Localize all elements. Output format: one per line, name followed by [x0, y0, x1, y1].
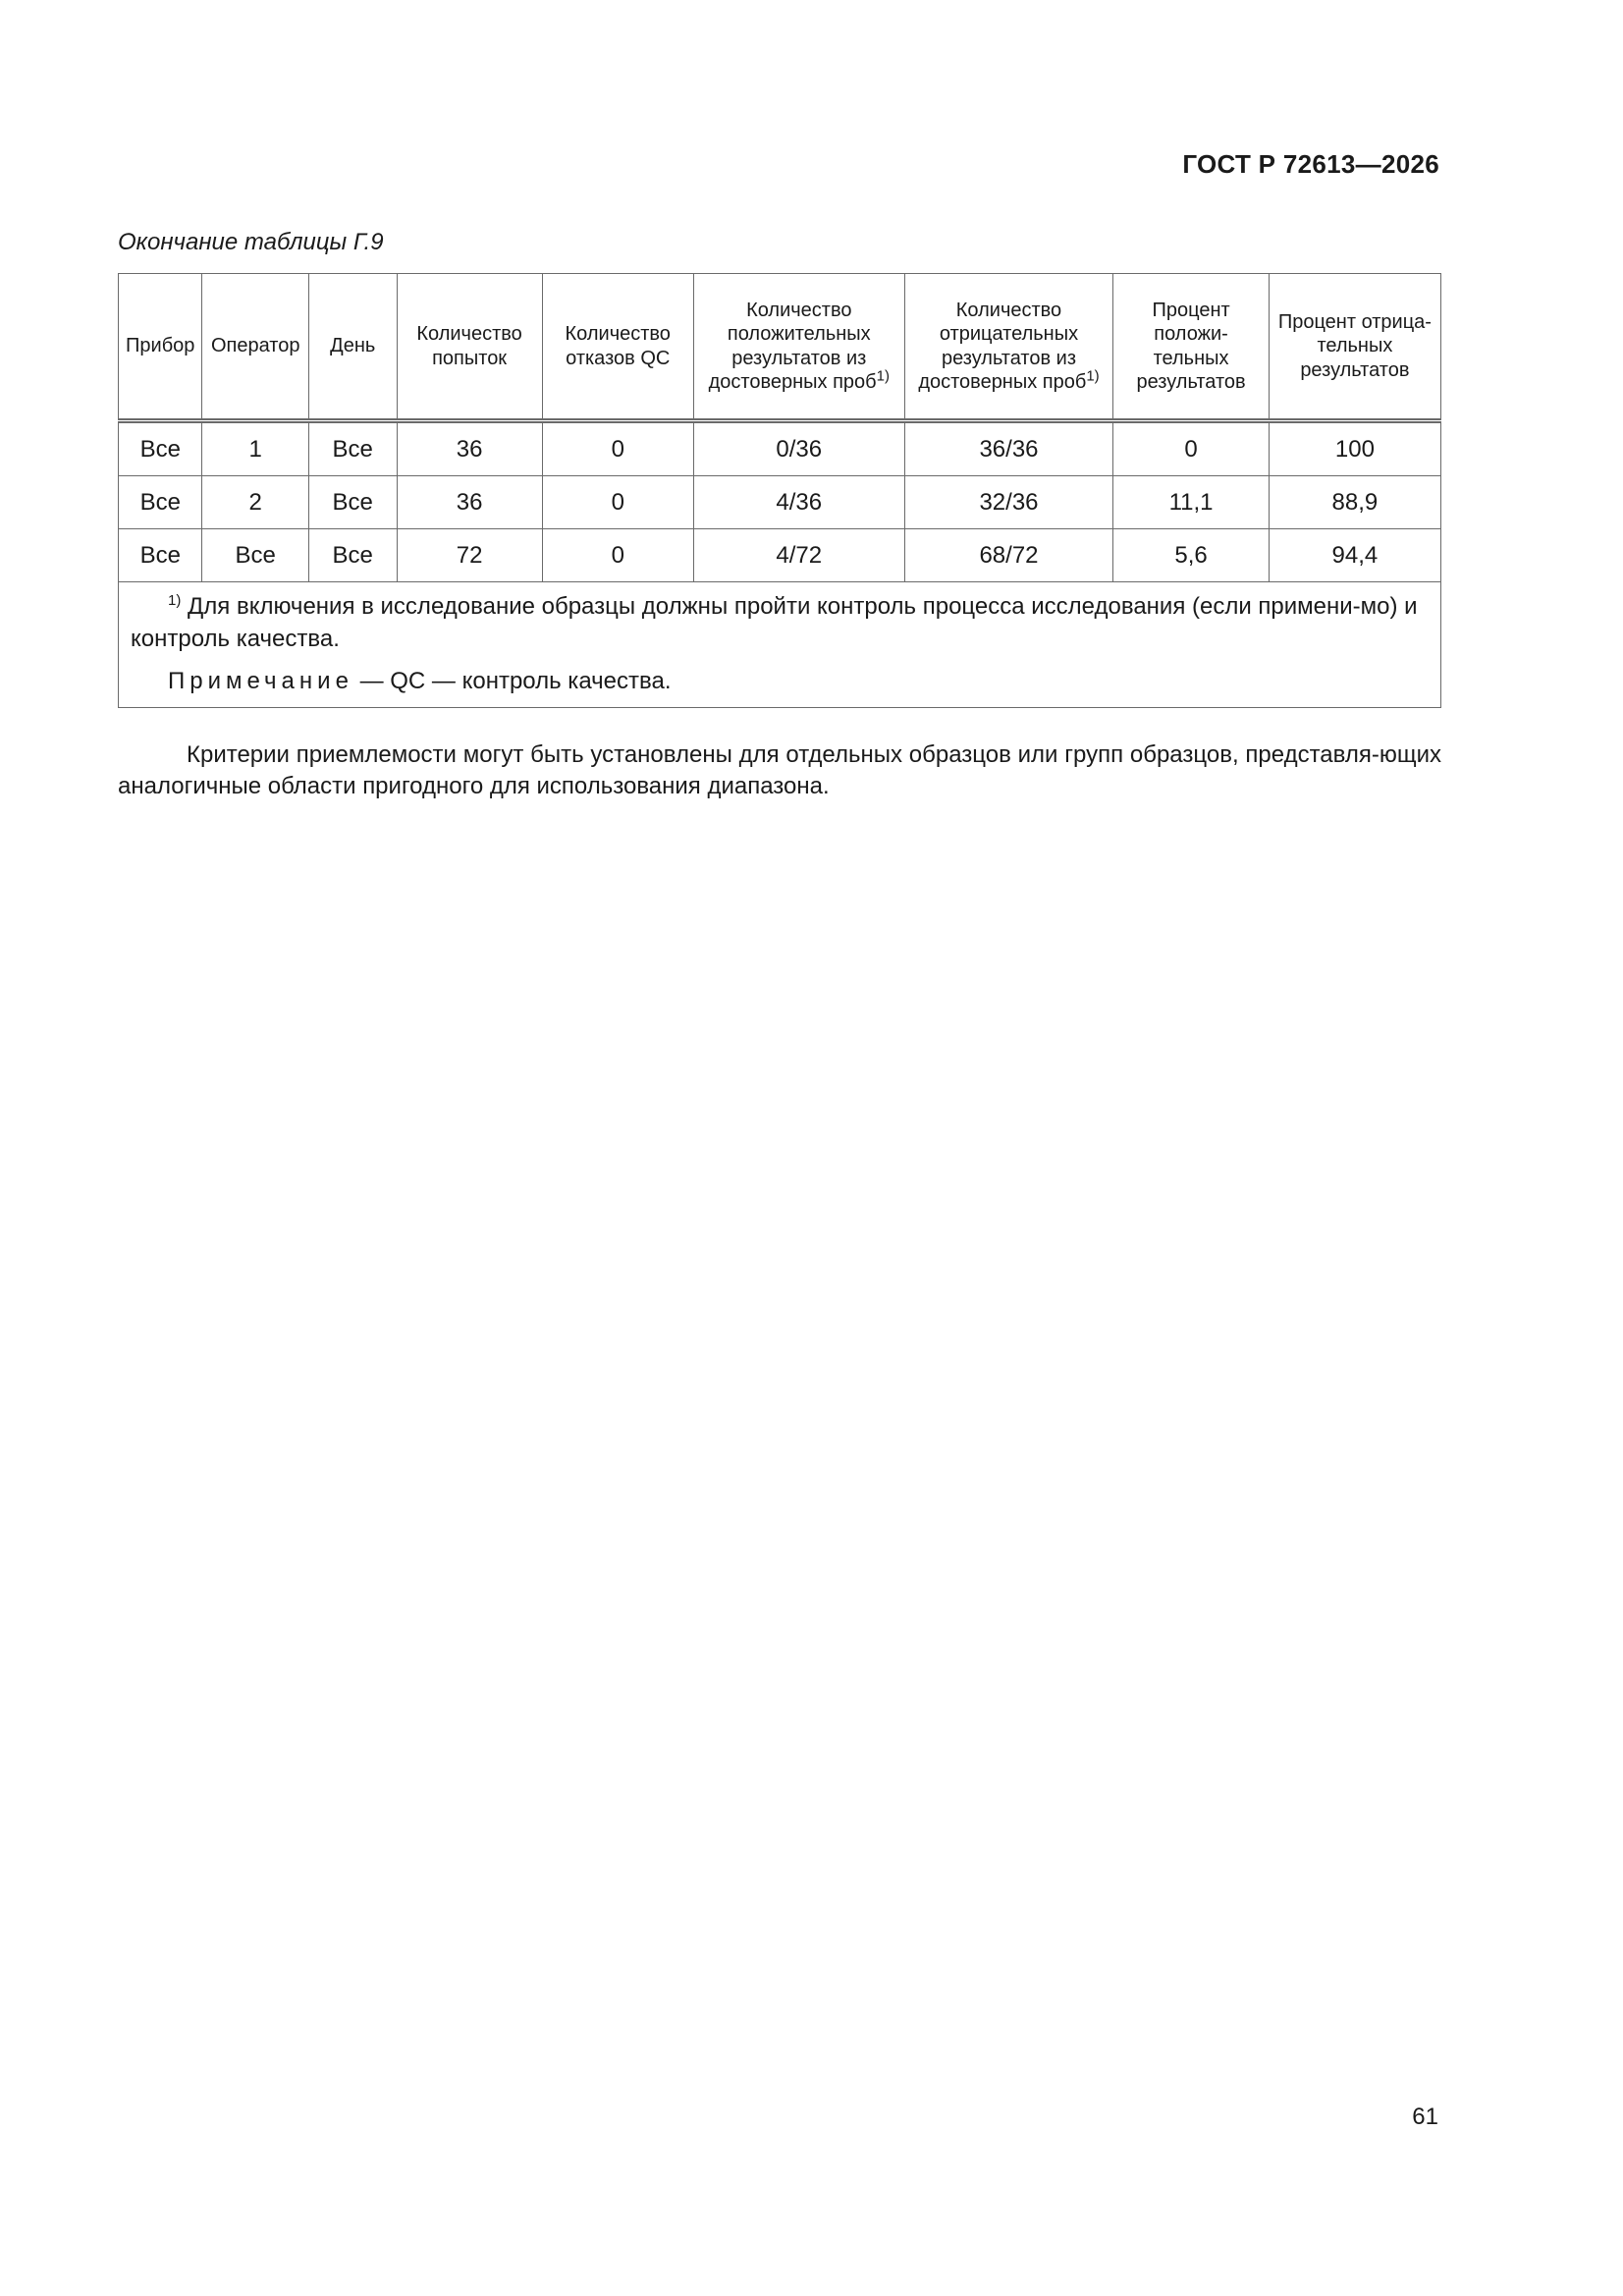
- table-cell: 0: [542, 421, 693, 476]
- footnote: [131, 590, 1429, 655]
- table-cell: Все: [119, 421, 202, 476]
- header-cell-negative-percent: Процент отрица-тельных результатов: [1269, 274, 1440, 421]
- table-cell: 0/36: [693, 421, 904, 476]
- table-row: [119, 421, 1441, 476]
- footnote-ref: 1): [876, 367, 890, 385]
- table-cell: 0: [1113, 421, 1269, 476]
- table-cell: Все: [308, 476, 397, 529]
- footnote-text: Для включения в исследование образцы должны пройти контроль процесса исследования (если примени-мо) и контроль качества.: [131, 593, 1418, 652]
- table-header-row: [119, 274, 1441, 421]
- table-cell: Все: [119, 476, 202, 529]
- table-cell: 4/36: [693, 476, 904, 529]
- table-cell: 36: [397, 421, 542, 476]
- table-caption: Окончание таблицы Г.9: [118, 229, 384, 255]
- document-code: ГОСТ Р 72613—2026: [1182, 149, 1439, 179]
- table-cell: 1: [202, 421, 308, 476]
- table-cell: 94,4: [1269, 529, 1440, 582]
- table-row: [119, 529, 1441, 582]
- table-cell: 36: [397, 476, 542, 529]
- table-cell: 36/36: [904, 421, 1113, 476]
- table-note: [131, 665, 1429, 697]
- table-row: [119, 476, 1441, 529]
- header-cell-day: День: [308, 274, 397, 421]
- header-cell-qc-failures: Количество отказов QC: [542, 274, 693, 421]
- table-cell: 100: [1269, 421, 1440, 476]
- header-cell-operator: Оператор: [202, 274, 308, 421]
- table-cell: 88,9: [1269, 476, 1440, 529]
- table-cell: 32/36: [904, 476, 1113, 529]
- table-cell: 68/72: [904, 529, 1113, 582]
- body-paragraph: Критерии приемлемости могут быть установлены для отдельных образцов или групп образцов, представля-ющих аналогичные области пригодного для использования диапазона.: [118, 741, 1441, 799]
- table-cell: 11,1: [1113, 476, 1269, 529]
- table-cell: 72: [397, 529, 542, 582]
- table-footer: [119, 582, 1441, 708]
- page-number: 61: [1412, 2104, 1438, 2130]
- data-table: [118, 273, 1441, 708]
- header-cell-attempts: Количество попыток: [397, 274, 542, 421]
- header-cell-positive-count: Количество положительных результатов из достоверных проб$^{1)}$: [693, 274, 904, 421]
- header-cell-positive-percent: Процент положи-тельных результатов: [1113, 274, 1269, 421]
- header-cell-negative-count: Количество отрицательных результатов из достоверных проб$^{1)}$: [904, 274, 1113, 421]
- table-cell: 2: [202, 476, 308, 529]
- table-cell: 5,6: [1113, 529, 1269, 582]
- footnote-ref: 1): [1086, 367, 1100, 385]
- table-cell: 0: [542, 529, 693, 582]
- table-cell: Все: [308, 529, 397, 582]
- header-cell-device: Прибор: [119, 274, 202, 421]
- note-text: — QC — контроль качества.: [359, 668, 672, 694]
- table-cell: Все: [119, 529, 202, 582]
- footnote-mark: 1): [168, 592, 182, 609]
- table-footer-row: [119, 582, 1441, 708]
- table-cell: Все: [202, 529, 308, 582]
- table-cell: 4/72: [693, 529, 904, 582]
- table-cell: 0: [542, 476, 693, 529]
- table-cell: Все: [308, 421, 397, 476]
- note-label: Примечание: [168, 668, 353, 694]
